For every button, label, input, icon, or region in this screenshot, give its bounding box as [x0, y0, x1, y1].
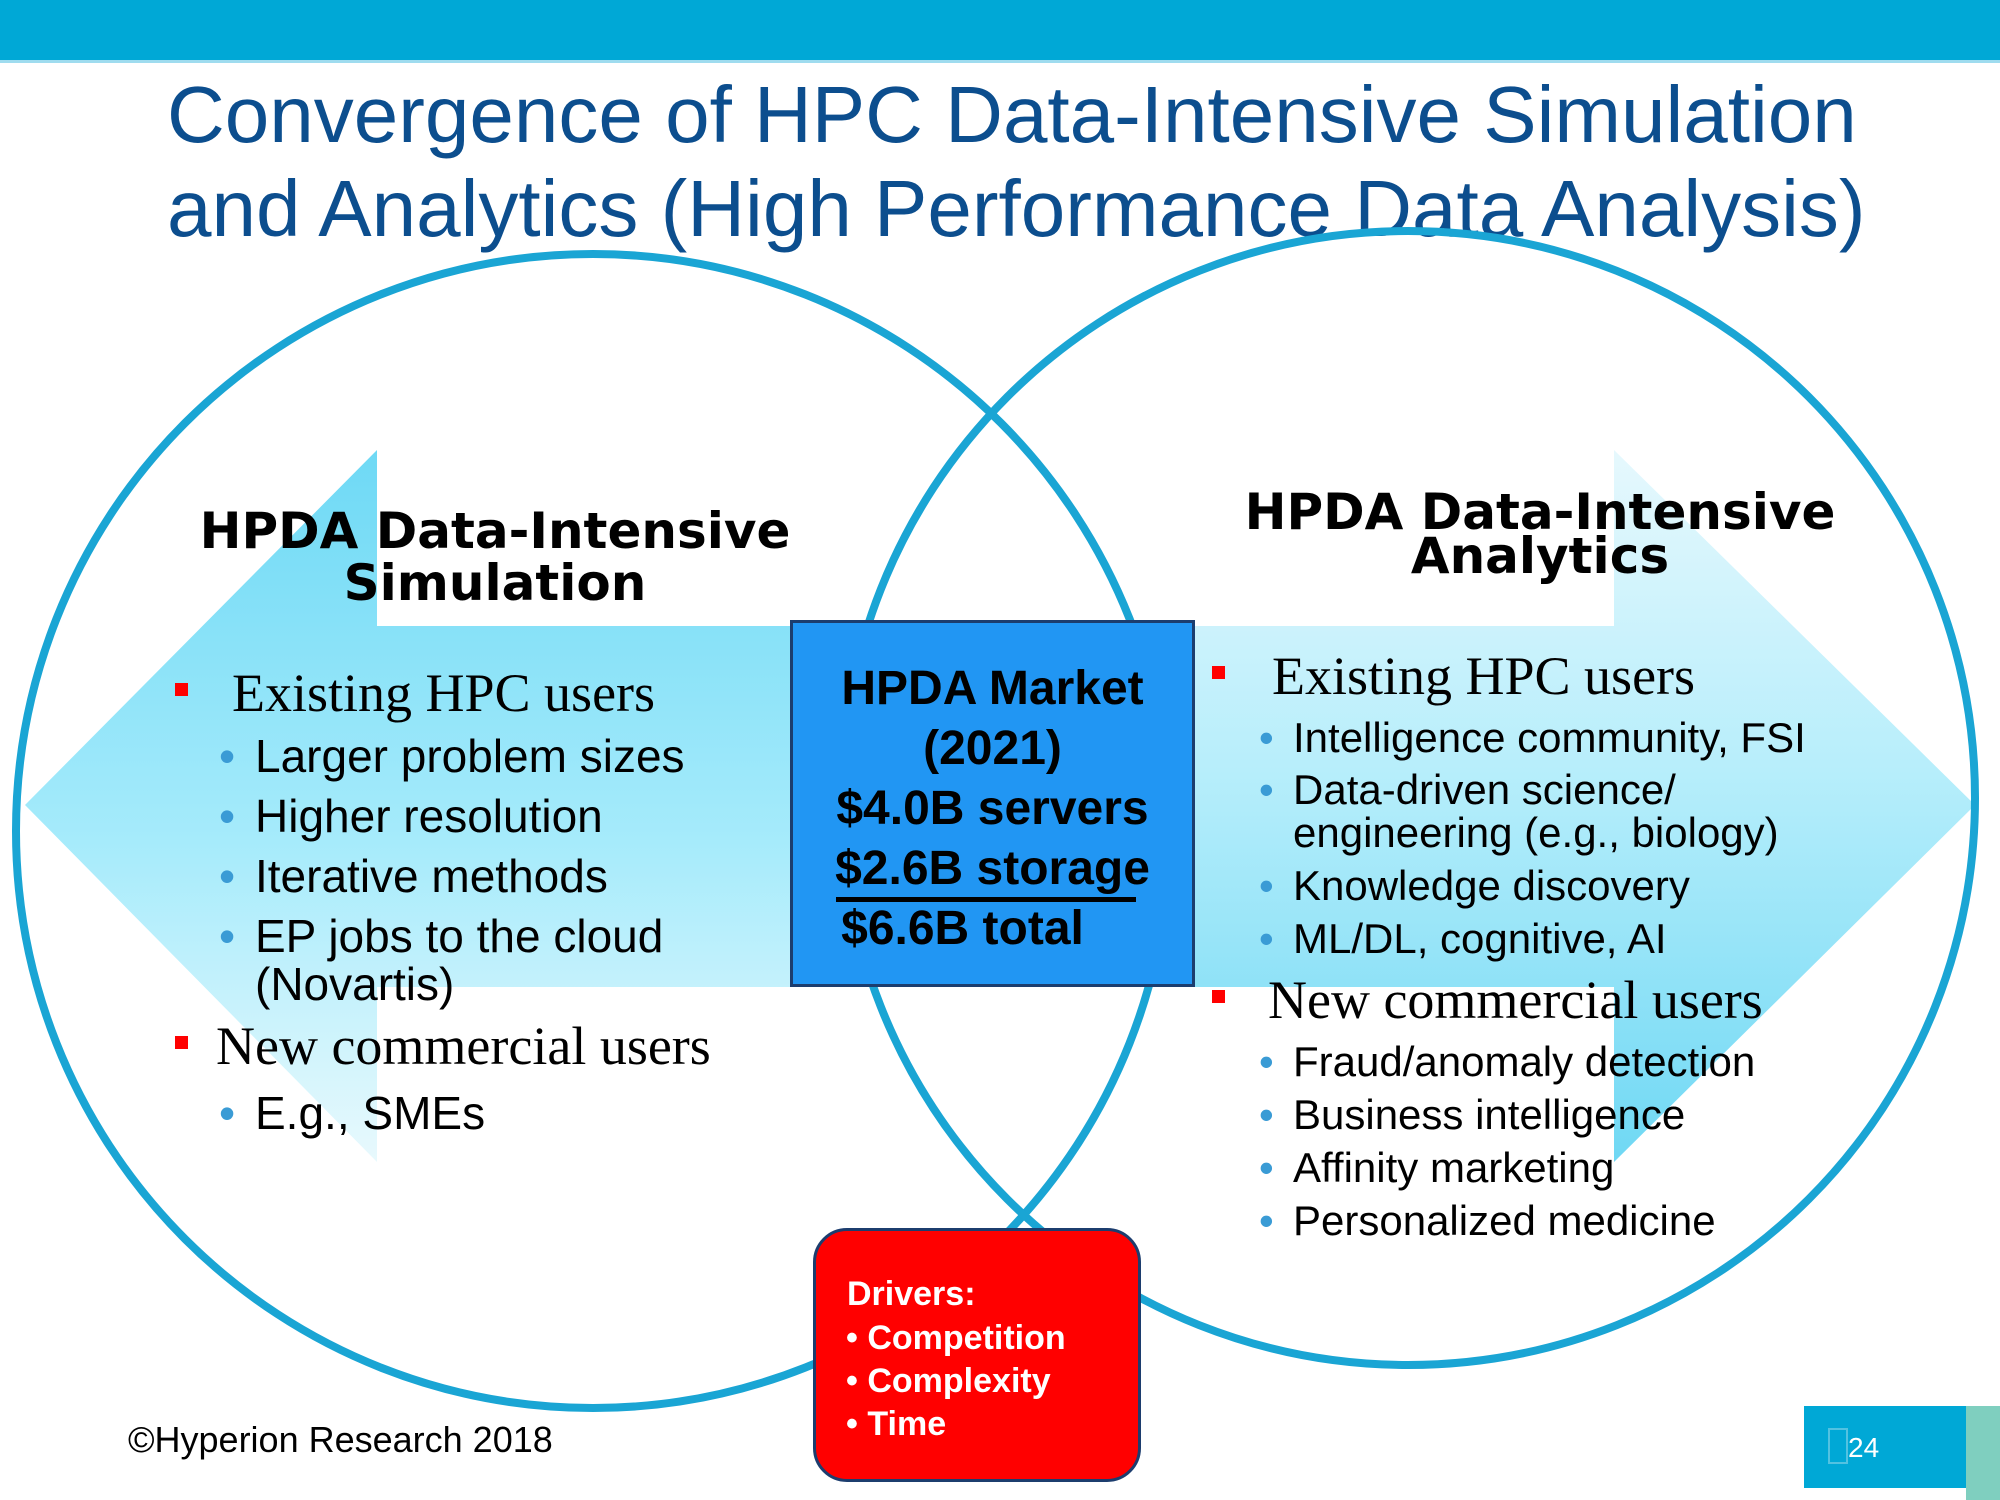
blue-dot-bullet-icon: •: [1259, 714, 1274, 761]
list-item: • EP jobs to the cloud: [255, 906, 685, 966]
red-square-bullet-icon: [175, 1036, 188, 1049]
blue-dot-bullet-icon: •: [219, 790, 236, 842]
group-label: New commercial users: [216, 1016, 711, 1076]
list-item: • Higher resolution: [255, 786, 685, 846]
list-item-continuation: engineering (e.g., biology): [1293, 809, 1779, 856]
blue-dot-bullet-icon: •: [1259, 1038, 1274, 1085]
market-storage: $2.6B storage: [835, 842, 1150, 895]
building-icon: [1828, 1428, 1848, 1464]
blue-dot-bullet-icon: •: [1259, 1144, 1274, 1191]
list-item: • Data-driven science/: [1259, 766, 1676, 813]
group-label: Existing HPC users: [232, 663, 656, 723]
list-item: • Knowledge discovery: [1259, 862, 1690, 909]
left-heading-line-1: HPDA Data-Intensive: [199, 502, 791, 560]
list-item-group-2: [1268, 967, 1763, 1033]
right-heading-line-1: HPDA Data-Intensive: [1244, 483, 1836, 541]
bullet-dot-icon: •: [846, 1362, 858, 1400]
blue-dot-bullet-icon: •: [1259, 1197, 1274, 1244]
drivers-box: [813, 1228, 1141, 1482]
list-item: • Fraud/anomaly detection: [1293, 1035, 1755, 1088]
list-item-continuation: (Novartis): [255, 958, 455, 1010]
left-sub-list-2: [219, 1083, 486, 1143]
bullet-dot-icon: •: [846, 1319, 858, 1357]
title-line-1: Convergence of HPC Data-Intensive Simulation: [167, 70, 1857, 159]
page-box-edge: [1966, 1406, 2000, 1500]
group-label: Existing HPC users: [1272, 646, 1696, 706]
list-item: • Larger problem sizes: [255, 726, 685, 786]
list-item: • Iterative methods: [255, 846, 685, 906]
market-title: HPDA Market: [841, 662, 1144, 715]
group-label: New commercial users: [1268, 970, 1763, 1030]
blue-dot-bullet-icon: •: [1259, 766, 1274, 813]
right-heading: [1220, 483, 1860, 585]
right-sub-list-2: [1259, 1035, 1756, 1247]
list-item: • Time: [846, 1405, 947, 1443]
left-sub-list-1: [219, 726, 685, 1014]
list-item: • Business intelligence: [1293, 1088, 1755, 1141]
right-heading-line-2: Analytics: [1410, 527, 1670, 585]
list-item: • Personalized medicine: [1293, 1194, 1755, 1247]
right-sub-list-1: [1259, 713, 1806, 964]
red-square-bullet-icon: [175, 683, 188, 696]
market-servers: $4.0B servers: [836, 782, 1149, 835]
drivers-title: Drivers:: [847, 1275, 976, 1313]
page-number: 24: [1848, 1432, 1880, 1463]
list-item-group-2: [216, 1013, 711, 1079]
list-item: • Complexity: [846, 1362, 1051, 1400]
list-item: • E.g., SMEs: [255, 1083, 485, 1143]
list-item-group-1: [232, 660, 655, 726]
red-square-bullet-icon: [1212, 990, 1225, 1003]
left-heading: [160, 502, 830, 612]
market-year: (2021): [923, 722, 1062, 775]
blue-dot-bullet-icon: •: [1259, 1091, 1274, 1138]
red-square-bullet-icon: [1212, 666, 1225, 679]
market-total: $6.6B total: [841, 902, 1084, 955]
list-item: • Affinity marketing: [1293, 1141, 1755, 1194]
hpda-market-box: [790, 620, 1195, 987]
blue-dot-bullet-icon: •: [1259, 915, 1274, 962]
blue-dot-bullet-icon: •: [219, 1087, 236, 1139]
left-heading-line-2: Simulation: [343, 554, 647, 612]
list-item-group-1: [1272, 643, 1695, 709]
blue-dot-bullet-icon: •: [1259, 862, 1274, 909]
blue-dot-bullet-icon: •: [219, 910, 236, 962]
list-item: • ML/DL, cognitive, AI: [1259, 915, 1667, 962]
title-line-2: and Analytics (High Performance Data Analysis): [167, 164, 1866, 253]
list-item: • Competition: [846, 1319, 1066, 1357]
bullet-dot-icon: •: [846, 1405, 858, 1443]
list-item: • Intelligence community, FSI: [1259, 714, 1806, 761]
blue-dot-bullet-icon: •: [219, 850, 236, 902]
blue-dot-bullet-icon: •: [219, 730, 236, 782]
copyright-text: ©Hyperion Research 2018: [128, 1419, 553, 1460]
